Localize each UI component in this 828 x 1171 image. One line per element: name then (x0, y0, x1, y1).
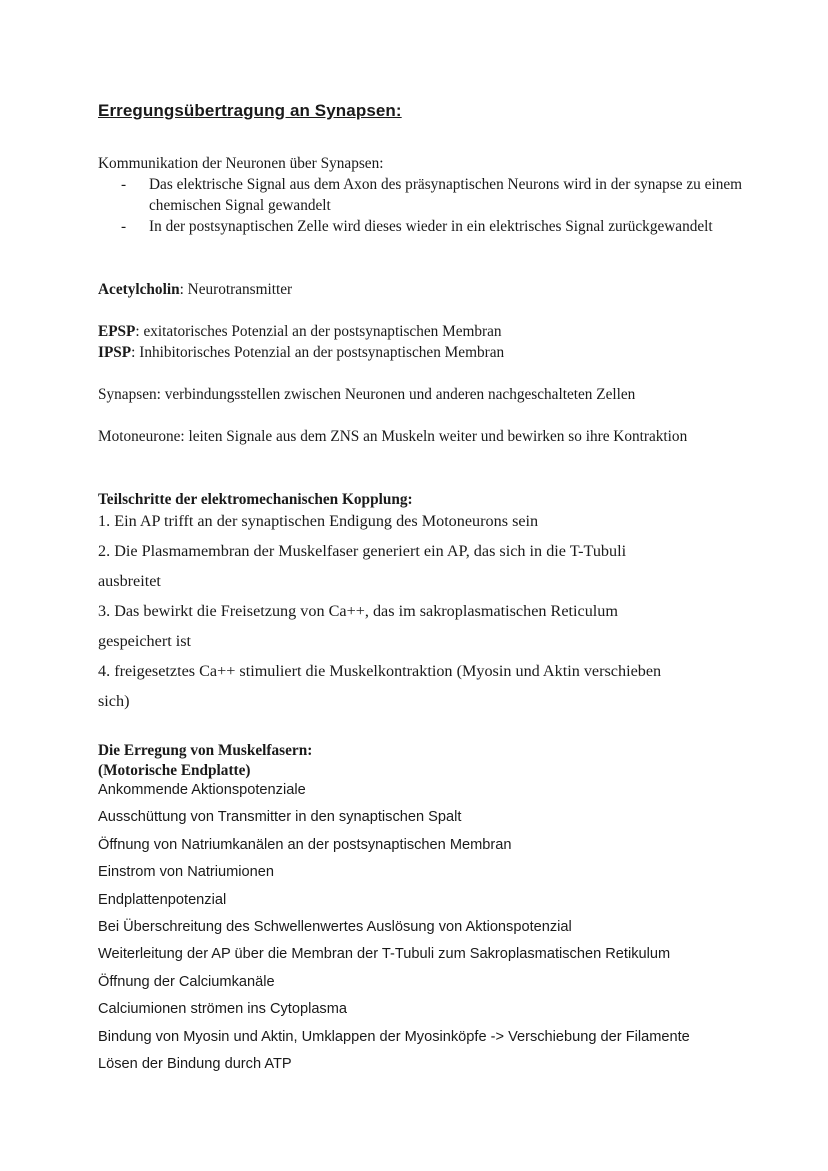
bullet-dash: - (121, 176, 127, 193)
list-item: Endplattenpotenzial (98, 891, 227, 908)
bullet-text: In der postsynaptischen Zelle wird dieses wieder in ein elektrisches Signal zurückgewandelt (149, 218, 713, 235)
definition-text: Motoneurone: leiten Signale aus dem ZNS an Muskeln weiter und bewirken so ihre Kontraktion (98, 428, 688, 445)
coupling-steps (98, 506, 758, 716)
list-item: Bindung von Myosin und Aktin, Umklappen der Myosinköpfe -> Verschiebung der Filamente (98, 1028, 690, 1045)
communication-intro: Kommunikation der Neuronen über Synapsen: (98, 155, 384, 172)
definition-term: EPSP (98, 323, 136, 340)
bullet-text: Das elektrische Signal aus dem Axon des präsynaptischen Neurons wird in der synapse zu einem chemischen Signal gewandelt (149, 176, 743, 214)
motoneurone-definition (98, 426, 688, 447)
list-item: Weiterleitung der AP über die Membran der T-Tubuli zum Sakroplasmatischen Retikulum (98, 946, 671, 963)
list-item: 4. freigesetztes Ca++ stimuliert die Muskelkontraktion (Myosin und Aktin verschieben (98, 662, 662, 680)
bullet-dash: - (121, 218, 127, 235)
list-item: 2. Die Plasmamembran der Muskelfaser generiert ein AP, das sich in die T-Tubuli (98, 542, 627, 560)
acetylcholin-definition (98, 279, 758, 300)
section-heading: Die Erregung von Muskelfasern: (98, 742, 313, 759)
list-item: ausbreitet (98, 572, 161, 590)
communication-section (98, 153, 758, 237)
list-item: Bei Überschreitung des Schwellenwertes Auslösung von Aktionspotenzial (98, 918, 572, 935)
list-item (98, 174, 758, 216)
section-subheading: (Motorische Endplatte) (98, 762, 251, 779)
definition-text: Synapsen: verbindungsstellen zwischen Neuronen und anderen nachgeschalteten Zellen (98, 386, 636, 403)
definition-text: : Neurotransmitter (179, 281, 293, 298)
list-item: Calciumionen strömen ins Cytoplasma (98, 1001, 348, 1018)
list-item: sich) (98, 692, 130, 710)
muscle-excitation-list (98, 780, 778, 1081)
muscle-heading-block (98, 741, 758, 781)
list-item: 3. Das bewirkt die Freisetzung von Ca++, das im sakroplasmatischen Reticulum (98, 602, 618, 620)
list-item: Ankommende Aktionspotenziale (98, 782, 306, 798)
page-title: Erregungsübertragung an Synapsen: (98, 101, 402, 120)
list-item: Einstrom von Natriumionen (98, 864, 275, 881)
definition-term: Acetylcholin (98, 281, 180, 298)
communication-bullet-list (98, 174, 758, 237)
definition-text: : Inhibitorisches Potenzial an der postsynaptischen Membran (131, 344, 505, 361)
list-item: Öffnung der Calciumkanäle (98, 973, 275, 990)
list-item: Ausschüttung von Transmitter in den synaptischen Spalt (98, 809, 462, 826)
potential-definitions (98, 321, 758, 363)
list-item: 1. Ein AP trifft an der synaptischen Endigung des Motoneurons sein (98, 512, 539, 530)
definition-term: IPSP (98, 344, 132, 361)
list-item: Lösen der Bindung durch ATP (98, 1055, 292, 1072)
list-item (98, 216, 758, 237)
synapsen-definition (98, 384, 758, 405)
list-item: Öffnung von Natriumkanälen an der postsynaptischen Membran (98, 836, 512, 853)
ipsp-definition (98, 342, 758, 363)
definition-text: : exitatorisches Potenzial an der postsynaptischen Membran (135, 323, 502, 340)
section-heading: Teilschritte der elektromechanischen Kopplung: (98, 491, 413, 508)
epsp-definition (98, 321, 758, 342)
list-item: gespeichert ist (98, 632, 192, 650)
